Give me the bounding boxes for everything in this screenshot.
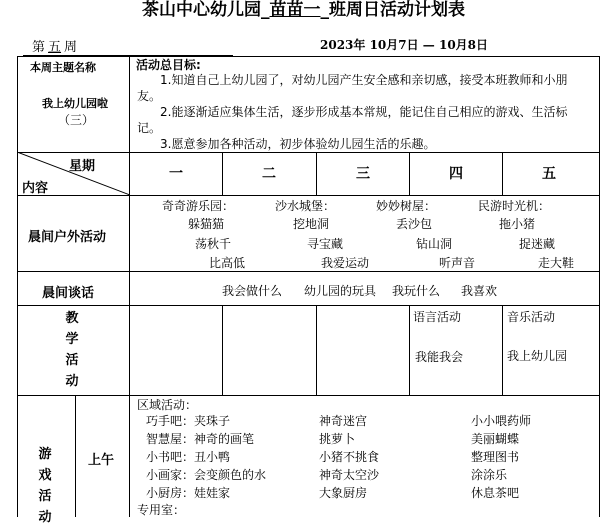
teaching-label-char: 学	[65, 332, 79, 347]
area-item: 小猪不挑食	[319, 450, 380, 464]
week-number: 五	[48, 40, 62, 55]
row-line-4	[17, 305, 600, 306]
outdoor-item: 拖小猪	[499, 217, 536, 231]
week-post: 周	[64, 40, 78, 55]
day-wed: 三	[356, 166, 370, 182]
outdoor-group-4: 民游时光机：	[478, 199, 551, 213]
talk-topic: 我玩什么	[392, 284, 441, 298]
fri-activity-name: 我上幼儿园	[507, 349, 568, 363]
outdoor-label: 晨间户外活动	[28, 230, 107, 245]
outdoor-item: 比高低	[209, 256, 246, 270]
games-label	[35, 444, 55, 528]
area-item: 整理图书	[471, 450, 520, 464]
area-item: 挑萝卜	[319, 432, 356, 446]
area-item: 美丽蝴蝶	[471, 432, 520, 446]
week-label	[32, 36, 77, 55]
area-item: 智慧屋：神奇的画笔	[146, 432, 255, 446]
table-border-right	[599, 56, 600, 517]
outdoor-item: 捉迷藏	[519, 237, 556, 251]
goal-line-1: 1.知道自己上幼儿园了，对幼儿园产生安全感和亲切感，接受本班教师和小朋	[160, 73, 568, 87]
goals-label: 活动总目标:	[136, 58, 201, 72]
goal-line-3: 2.能逐渐适应集体生活，逐步形成基本常规，能记住自己相应的游戏、生活标	[160, 105, 568, 119]
talk-topic: 幼儿园的玩具	[304, 284, 377, 298]
goal-line-4: 记。	[137, 121, 162, 135]
area-item: 巧手吧：夹珠子	[146, 414, 231, 428]
area-label: 区域活动：	[137, 398, 198, 412]
area-item: 小画家：会变颜色的水	[146, 468, 267, 482]
table-border-left	[17, 56, 18, 517]
class-name: 苗苗一	[269, 0, 321, 20]
theme-sub: （三）	[58, 113, 95, 127]
row-line-5	[17, 395, 600, 396]
outdoor-item: 丢沙包	[396, 217, 433, 231]
day-tue: 二	[262, 166, 276, 182]
games-label-char: 动	[38, 510, 52, 525]
outdoor-group-3: 妙妙树屋：	[376, 199, 437, 213]
outdoor-group-2: 沙水城堡：	[275, 199, 336, 213]
header-star: 星期	[69, 159, 96, 174]
games-label-char: 游	[38, 447, 52, 462]
day-divider-1b	[222, 305, 223, 395]
area-item: 大象厨房	[319, 486, 368, 500]
outdoor-item: 我爱运动	[321, 256, 370, 270]
talk-topic: 我喜欢	[461, 284, 498, 298]
goal-line-2: 友。	[137, 89, 162, 103]
outdoor-group-1: 奇奇游乐园：	[162, 199, 235, 213]
teaching-label	[62, 308, 82, 392]
special-room-label: 专用室：	[137, 503, 186, 517]
area-item: 小书吧：丑小鸭	[146, 450, 231, 464]
area-item: 神奇迷宫	[319, 414, 368, 428]
day-fri: 五	[542, 166, 556, 182]
outdoor-item: 听声音	[439, 256, 476, 270]
area-item: 神奇太空沙	[319, 468, 380, 482]
outdoor-item: 挖地洞	[293, 217, 330, 231]
outdoor-item: 寻宝藏	[307, 237, 344, 251]
date-range: 2023年 10月7日 — 10月8日	[320, 38, 489, 52]
fri-activity-type: 音乐活动	[507, 310, 556, 324]
day-mon: 一	[169, 166, 183, 182]
outdoor-item: 躲猫猫	[188, 217, 225, 231]
teaching-label-char: 活	[65, 353, 79, 368]
label-col-divider	[129, 56, 130, 517]
games-subdivider	[75, 395, 76, 517]
title-suffix: _班周日活动计划表	[320, 0, 465, 20]
table-border-top	[17, 56, 600, 57]
outdoor-item: 荡秋千	[195, 237, 232, 251]
theme-name: 我上幼儿园啦	[42, 97, 108, 110]
teaching-label-char: 教	[65, 311, 79, 326]
area-item: 小小喂药师	[471, 414, 532, 428]
header-content: 内容	[22, 181, 49, 196]
talk-label: 晨间谈话	[42, 286, 95, 301]
day-divider-4b	[502, 305, 503, 395]
theme-label: 本周主题名称	[30, 61, 96, 74]
day-divider-3b	[409, 305, 410, 395]
day-thu: 四	[449, 166, 463, 182]
area-item: 小厨房：娃娃家	[146, 486, 231, 500]
outdoor-item: 钻山洞	[416, 237, 453, 251]
row-line-3	[17, 271, 600, 272]
games-label-char: 戏	[38, 468, 52, 483]
day-divider-2b	[316, 305, 317, 395]
thu-activity-type: 语言活动	[413, 310, 462, 324]
games-label-char: 活	[38, 489, 52, 504]
games-am: 上午	[88, 453, 115, 468]
teaching-label-char: 动	[65, 374, 79, 389]
area-item: 休息茶吧	[471, 486, 520, 500]
title-prefix: 茶山中心幼儿园_	[142, 0, 270, 20]
area-item: 涂涂乐	[471, 468, 508, 482]
thu-activity-name: 我能我会	[415, 350, 464, 364]
goal-line-5: 3.愿意参加各种活动，初步体验幼儿园生活的乐趣。	[160, 137, 436, 151]
page-title	[0, 0, 607, 20]
outdoor-item: 走大鞋	[538, 256, 575, 270]
week-pre: 第	[32, 40, 46, 55]
talk-topic: 我会做什么	[222, 284, 283, 298]
